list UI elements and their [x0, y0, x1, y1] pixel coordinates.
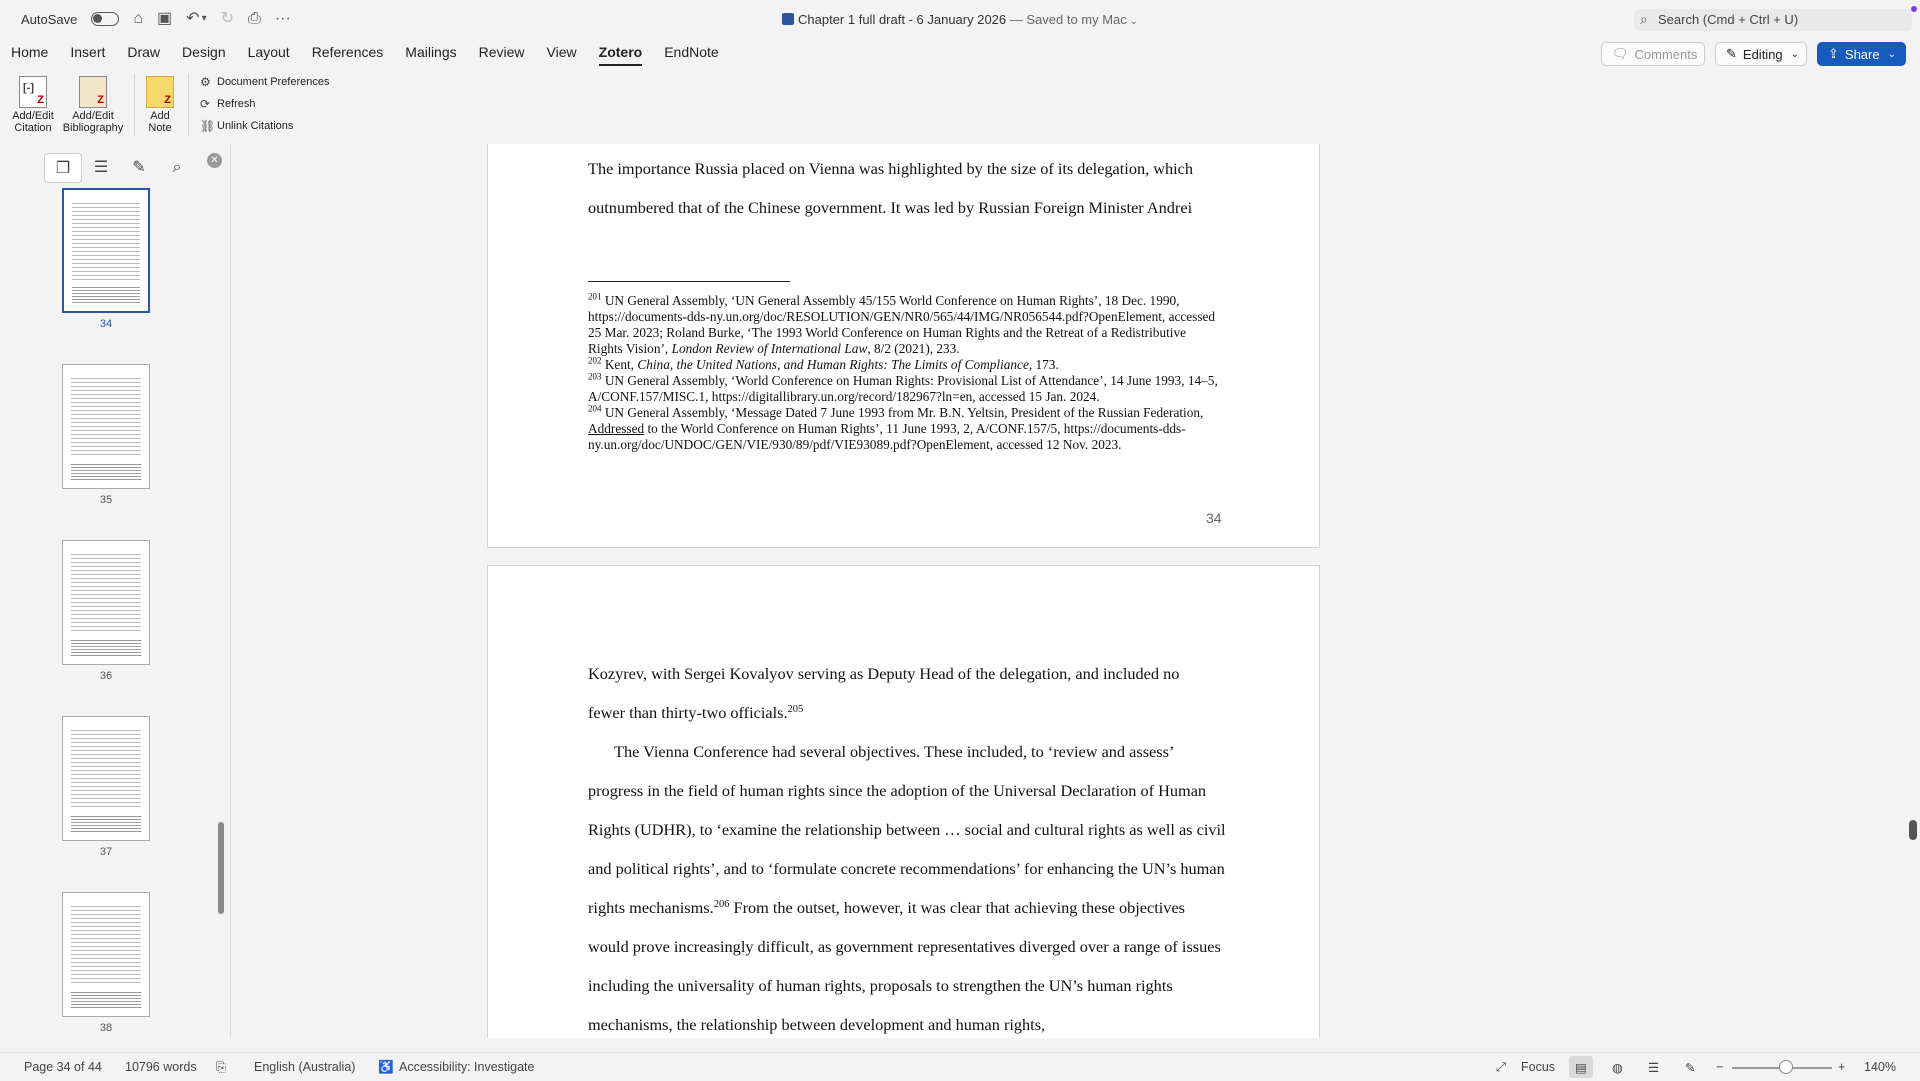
title-bar — [0, 0, 1920, 40]
top-right-buttons — [1601, 42, 1906, 66]
add-edit-citation-button[interactable] — [12, 76, 54, 134]
citation-icon: Z [-] — [19, 76, 47, 108]
thumbnail-list[interactable] — [0, 180, 230, 1038]
refresh-icon: ⟳ — [200, 97, 211, 111]
footnote-text: UN General Assembly, ‘World Conference on Human Rights: Provisional List of Attendance’, 14 June 1993, 14–5, A/CONF.157/MISC.1, https://digitallibrary.un.org/record/182967?ln=en, accessed 15 Jan. 2024. — [588, 373, 1218, 404]
search-icon: ⌕ — [1640, 11, 1648, 27]
footnote-number: 202 — [588, 355, 602, 366]
edit-document-icon[interactable]: ✎ — [132, 159, 146, 176]
page-thumbnail[interactable] — [62, 716, 150, 841]
refresh-label: Refresh — [217, 98, 256, 110]
page-thumbnail[interactable] — [62, 892, 150, 1017]
ribbon-divider — [134, 74, 135, 136]
home-icon[interactable]: ⌂ — [133, 10, 144, 27]
unlink-citations-label: Unlink Citations — [217, 120, 294, 132]
footnote-text: to the World Conference on Human Rights’, 11 June 1993, 2, A/CONF.157/5, https://documents-dds-ny.un.org/doc/UNDOC/GEN/VIE/930/89/pdf/VIE93089.pdf?OpenElement, accessed 12 Nov. 2023. — [588, 421, 1186, 452]
add-edit-bibliography-label-1: Add/Edit — [72, 110, 114, 122]
add-edit-bibliography-button[interactable] — [60, 76, 126, 134]
document-preferences-label: Document Preferences — [217, 76, 330, 88]
tab-home[interactable]: Home — [11, 44, 49, 60]
footnotes — [588, 293, 1222, 453]
footnote-book: China, the United Nations, and Human Rights: The Limits of Compliance — [637, 357, 1029, 372]
body-text: The Vienna Conference had several objectives. These included, to ‘review and assess’ progress in the field of human rights since the adoption of the Universal Declaration of Human Rights (UDHR), to ‘examine the relationship between … social and cultural rights as well as civil and political rights’, and to ‘formulate concrete recommendations’ for enhancing the UN’s human rights mechanisms. — [588, 742, 1226, 917]
recording-indicator-icon — [1911, 6, 1917, 12]
footnote-203 — [588, 373, 1222, 405]
document-name: Chapter 1 full draft - 6 January 2026 — [798, 12, 1007, 27]
page-thumbnail[interactable] — [62, 540, 150, 665]
footnote-201 — [588, 293, 1222, 357]
proofing-icon[interactable]: ⎘ — [216, 1060, 227, 1074]
tab-references[interactable]: References — [311, 44, 384, 60]
tab-draw[interactable]: Draw — [127, 44, 161, 60]
footnote-202 — [588, 357, 1222, 373]
search-input[interactable] — [1634, 9, 1912, 31]
footnote-reference[interactable]: 205 — [787, 704, 804, 715]
page-thumbnail[interactable] — [62, 364, 150, 489]
body-text: From the outset, however, it was clear that achieving these objectives would prove increasingly difficult, as government representatives diverged over a range of issues including the universality of human rights, proposals to strengthen the UN’s human rights mechanisms, the relationship between development and human rights, — [588, 898, 1221, 1034]
tab-review[interactable]: Review — [478, 44, 525, 60]
pencil-icon: ✎ — [1726, 46, 1737, 61]
body-text: fewer than thirty-two officials. — [588, 703, 788, 722]
tab-design[interactable]: Design — [182, 44, 226, 60]
accessibility-status[interactable]: Accessibility: Investigate — [399, 1060, 535, 1074]
document-canvas[interactable] — [231, 144, 1920, 1038]
body-line: The importance Russia placed on Vienna was highlighted by the size of its delegation, which — [588, 159, 1194, 178]
undo-dropdown-icon[interactable]: ▾ — [201, 13, 207, 24]
zotero-ribbon — [0, 68, 1920, 144]
thumbnail-page-number: 36 — [99, 670, 113, 682]
print-icon[interactable]: ⎙ — [248, 10, 261, 27]
more-icon[interactable]: ··· — [274, 10, 291, 27]
document-page[interactable] — [487, 144, 1320, 548]
outline-view-icon[interactable]: ☰ — [1648, 1061, 1660, 1075]
undo-icon[interactable]: ↶ — [186, 10, 200, 27]
comments-label: Comments — [1634, 46, 1698, 62]
zoom-slider-handle[interactable] — [1779, 1060, 1793, 1074]
chevron-down-icon: ⌄ — [1126, 16, 1138, 27]
tab-layout[interactable]: Layout — [247, 44, 290, 60]
print-layout-icon[interactable]: ▤ — [1575, 1061, 1587, 1075]
document-scrollbar[interactable] — [1909, 820, 1917, 840]
search-icon[interactable]: ⌕ — [172, 159, 182, 176]
navigation-scrollbar[interactable] — [218, 822, 224, 914]
tab-mailings[interactable]: Mailings — [405, 44, 457, 60]
close-icon[interactable]: ✕ — [207, 153, 222, 168]
footnote-text: , 8/2 (2021), 233. — [867, 341, 960, 356]
add-edit-citation-label-1: Add/Edit — [12, 110, 54, 122]
refresh-button[interactable] — [200, 98, 256, 110]
ribbon-divider — [188, 74, 189, 136]
footnote-204 — [588, 405, 1222, 453]
unlink-citations-button[interactable] — [200, 120, 293, 132]
language[interactable]: English (Australia) — [254, 1060, 356, 1074]
zoom-out-icon[interactable]: − — [1716, 1060, 1724, 1074]
comments-button[interactable] — [1601, 42, 1705, 66]
focus-icon[interactable]: ⤢ — [1496, 1060, 1507, 1074]
headings-list-icon[interactable]: ☰ — [93, 159, 109, 176]
unlink-icon: ⛓ — [200, 119, 216, 133]
footnote-text: UN General Assembly, ‘Message Dated 7 June 1993 from Mr. B.N. Yeltsin, President of the Russian Federation, — [601, 405, 1204, 420]
zoom-in-icon[interactable]: + — [1838, 1060, 1846, 1074]
zoom-level[interactable]: 140% — [1864, 1060, 1896, 1074]
thumbnail-page-number: 37 — [99, 846, 113, 858]
bibliography-icon: Z — [79, 76, 107, 108]
navigation-pane-tabs — [44, 153, 196, 183]
navigation-pane — [0, 144, 231, 1038]
word-doc-icon — [782, 13, 794, 25]
accessibility-icon: ♿ — [378, 1060, 394, 1074]
footnote-text: , 173. — [1028, 357, 1059, 372]
share-button[interactable] — [1817, 42, 1906, 66]
footnote-text: Kent, — [601, 357, 638, 372]
share-label: Share — [1844, 46, 1880, 62]
page-35-body — [588, 654, 1228, 1038]
tab-insert[interactable]: Insert — [70, 44, 106, 60]
footnote-number: 201 — [588, 291, 602, 302]
add-note-label-1: Add — [150, 110, 170, 122]
document-title[interactable] — [0, 12, 1920, 27]
save-icon[interactable]: ▣ — [157, 10, 173, 27]
redo-icon[interactable]: ↻ — [220, 10, 235, 27]
body-line: Kozyrev, with Sergei Kovalyov serving as Deputy Head of the delegation, and included no — [588, 664, 1180, 683]
saved-status: — Saved to my Mac — [1006, 12, 1127, 27]
document-preferences-button[interactable] — [200, 76, 330, 88]
footnote-separator — [588, 281, 790, 282]
footnote-number: 203 — [588, 371, 602, 382]
web-layout-icon[interactable]: ◍ — [1612, 1061, 1623, 1075]
footnote-reference[interactable]: 206 — [713, 899, 730, 910]
page-thumbnail[interactable] — [62, 188, 150, 313]
thumbnails-icon[interactable]: ❐ — [44, 153, 82, 183]
chevron-down-icon: ⌄ — [1790, 48, 1800, 60]
editing-label: Editing — [1742, 46, 1783, 62]
autosave-label: AutoSave — [21, 11, 78, 27]
body-line: outnumbered that of the Chinese government. It was led by Russian Foreign Minister Andrei — [588, 198, 1193, 217]
status-bar — [0, 1052, 1920, 1081]
search-placeholder: Search (Cmd + Ctrl + U) — [1658, 12, 1799, 27]
page-34-body — [588, 149, 1228, 227]
tab-view[interactable]: View — [546, 44, 577, 60]
add-note-label-2: Note — [148, 122, 172, 134]
document-page[interactable] — [487, 565, 1320, 1038]
footnote-journal: London Review of International Law — [671, 341, 868, 356]
add-edit-bibliography-label-2: Bibliography — [62, 122, 124, 134]
page-number: 34 — [1206, 510, 1222, 526]
thumbnail-page-number: 34 — [99, 318, 113, 330]
add-note-button[interactable] — [145, 76, 175, 134]
thumbnail-page-number: 35 — [99, 494, 113, 506]
editing-button[interactable] — [1715, 42, 1807, 66]
chevron-down-icon: ⌄ — [1887, 48, 1896, 60]
comment-icon: 🗨 — [1612, 46, 1629, 61]
add-edit-citation-label-2: Citation — [14, 122, 52, 134]
thumbnail-page-number: 38 — [99, 1022, 113, 1034]
flagged-word[interactable]: Addressed — [588, 421, 645, 436]
tab-endnote[interactable]: EndNote — [664, 44, 719, 60]
share-icon: ⇪ — [1828, 46, 1839, 61]
footnote-text: UN General Assembly, ‘UN General Assembly 45/155 World Conference on Human Rights’, 18 Dec. 1990, https://documents-dds-ny.un.org/doc/RESOLUTION/GEN/NR0/565/44/IMG/NR056544.pdf?OpenElement, accessed 25 Mar. 2023; Roland Burke, ‘The 1993 World Conference on Human Rights and the Retreat of a Redistributive Rights Vision’, — [588, 293, 1216, 356]
footnote-number: 204 — [588, 403, 602, 414]
draft-view-icon[interactable]: ✎ — [1685, 1061, 1696, 1075]
tab-zotero[interactable]: Zotero — [599, 44, 643, 66]
focus-label[interactable]: Focus — [1521, 1060, 1556, 1074]
gear-icon: ⚙ — [200, 75, 211, 89]
ribbon-tabs — [11, 44, 741, 66]
word-count[interactable]: 10796 words — [125, 1060, 197, 1074]
body-paragraph — [588, 732, 1228, 1038]
note-icon: Z — [146, 76, 174, 108]
page-count[interactable]: Page 34 of 44 — [24, 1060, 102, 1074]
body-paragraph — [588, 693, 1228, 732]
